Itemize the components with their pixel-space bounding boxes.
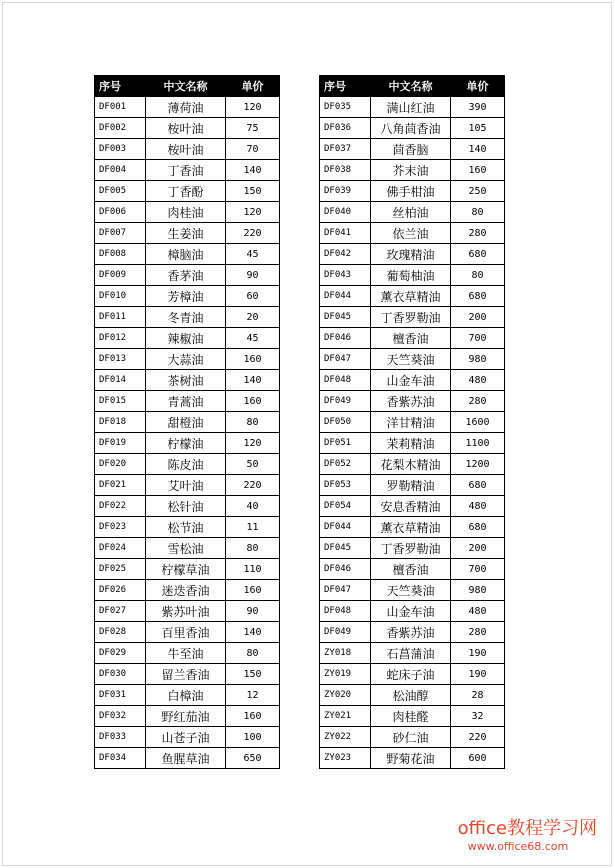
cell-code: DF014 — [95, 370, 146, 391]
cell-name: 辣椒油 — [146, 328, 226, 349]
cell-code: DF029 — [95, 643, 146, 664]
cell-name: 丁香油 — [146, 160, 226, 181]
cell-price: 150 — [226, 664, 280, 685]
cell-name: 砂仁油 — [371, 727, 451, 748]
cell-price: 70 — [226, 139, 280, 160]
cell-code: DF011 — [95, 307, 146, 328]
table-row — [320, 643, 505, 664]
table-row — [95, 349, 280, 370]
table-row — [95, 118, 280, 139]
cell-code: DF045 — [320, 538, 371, 559]
cell-name: 满山红油 — [371, 97, 451, 118]
table-row — [320, 517, 505, 538]
cell-price: 1200 — [451, 454, 505, 475]
cell-price: 280 — [451, 391, 505, 412]
cell-price: 140 — [226, 160, 280, 181]
cell-code: DF039 — [320, 181, 371, 202]
cell-code: DF054 — [320, 496, 371, 517]
cell-code: DF046 — [320, 328, 371, 349]
cell-price: 220 — [451, 727, 505, 748]
cell-price: 45 — [226, 244, 280, 265]
cell-code: ZY023 — [320, 748, 371, 769]
cell-name: 松针油 — [146, 496, 226, 517]
cell-price: 680 — [451, 286, 505, 307]
cell-code: DF040 — [320, 202, 371, 223]
cell-code: DF053 — [320, 475, 371, 496]
watermark-title: office教程学习网 — [457, 818, 597, 839]
table-row — [320, 433, 505, 454]
table-row — [320, 223, 505, 244]
cell-price: 280 — [451, 223, 505, 244]
cell-name: 桉叶油 — [146, 139, 226, 160]
table-row — [95, 370, 280, 391]
cell-price: 480 — [451, 370, 505, 391]
cell-price: 200 — [451, 307, 505, 328]
cell-code: DF012 — [95, 328, 146, 349]
cell-name: 百里香油 — [146, 622, 226, 643]
table-row — [320, 160, 505, 181]
cell-code: DF023 — [95, 517, 146, 538]
cell-name: 蛇床子油 — [371, 664, 451, 685]
table-row — [320, 475, 505, 496]
cell-code: DF005 — [95, 181, 146, 202]
cell-code: DF034 — [95, 748, 146, 769]
cell-code: DF051 — [320, 433, 371, 454]
cell-code: DF045 — [320, 307, 371, 328]
table-header-row — [320, 76, 505, 97]
cell-name: 松节油 — [146, 517, 226, 538]
cell-name: 芥末油 — [371, 160, 451, 181]
table-row — [95, 538, 280, 559]
cell-name: 柠檬草油 — [146, 559, 226, 580]
table-row — [95, 706, 280, 727]
table-row — [95, 601, 280, 622]
cell-price: 50 — [226, 454, 280, 475]
cell-price: 220 — [226, 223, 280, 244]
cell-name: 野红茄油 — [146, 706, 226, 727]
cell-price: 110 — [226, 559, 280, 580]
table-row — [320, 559, 505, 580]
cell-name: 牛至油 — [146, 643, 226, 664]
cell-code: DF024 — [95, 538, 146, 559]
cell-code: DF006 — [95, 202, 146, 223]
table-row — [95, 391, 280, 412]
cell-price: 680 — [451, 244, 505, 265]
cell-name: 山苍子油 — [146, 727, 226, 748]
cell-name: 罗勒精油 — [371, 475, 451, 496]
cell-price: 140 — [226, 370, 280, 391]
table-row — [320, 496, 505, 517]
cell-price: 150 — [226, 181, 280, 202]
cell-code: DF046 — [320, 559, 371, 580]
header-code: 序号 — [95, 76, 146, 97]
cell-price: 650 — [226, 748, 280, 769]
cell-code: DF003 — [95, 139, 146, 160]
table-row — [95, 622, 280, 643]
table-row — [320, 748, 505, 769]
cell-code: DF028 — [95, 622, 146, 643]
table-row — [95, 286, 280, 307]
cell-code: DF048 — [320, 601, 371, 622]
cell-code: DF047 — [320, 349, 371, 370]
cell-price: 75 — [226, 118, 280, 139]
table-row — [95, 412, 280, 433]
cell-code: DF026 — [95, 580, 146, 601]
cell-code: DF031 — [95, 685, 146, 706]
cell-name: 肉桂油 — [146, 202, 226, 223]
cell-name: 松油醇 — [371, 685, 451, 706]
cell-name: 石菖蒲油 — [371, 643, 451, 664]
table-row — [95, 664, 280, 685]
cell-code: DF013 — [95, 349, 146, 370]
header-code: 序号 — [320, 76, 371, 97]
cell-price: 280 — [451, 622, 505, 643]
cell-code: DF035 — [320, 97, 371, 118]
cell-name: 丁香罗勒油 — [371, 538, 451, 559]
cell-price: 120 — [226, 202, 280, 223]
table-row — [320, 538, 505, 559]
cell-code: DF010 — [95, 286, 146, 307]
table-body-right — [320, 97, 505, 769]
header-price: 单价 — [451, 76, 505, 97]
cell-code: ZY020 — [320, 685, 371, 706]
table-row — [95, 328, 280, 349]
cell-price: 700 — [451, 328, 505, 349]
table-row — [95, 433, 280, 454]
cell-code: ZY019 — [320, 664, 371, 685]
cell-name: 冬青油 — [146, 307, 226, 328]
cell-price: 32 — [451, 706, 505, 727]
cell-code: DF001 — [95, 97, 146, 118]
cell-name: 山金车油 — [371, 601, 451, 622]
header-price: 单价 — [226, 76, 280, 97]
cell-name: 茶树油 — [146, 370, 226, 391]
cell-code: DF036 — [320, 118, 371, 139]
cell-price: 140 — [451, 139, 505, 160]
cell-name: 花梨木精油 — [371, 454, 451, 475]
cell-code: DF041 — [320, 223, 371, 244]
cell-name: 鱼腥草油 — [146, 748, 226, 769]
table-row — [320, 202, 505, 223]
table-row — [95, 475, 280, 496]
table-row — [320, 118, 505, 139]
cell-price: 700 — [451, 559, 505, 580]
cell-code: ZY018 — [320, 643, 371, 664]
cell-name: 丁香酚 — [146, 181, 226, 202]
cell-price: 480 — [451, 496, 505, 517]
table-header-row — [95, 76, 280, 97]
cell-code: DF009 — [95, 265, 146, 286]
cell-code: DF048 — [320, 370, 371, 391]
cell-name: 洋甘精油 — [371, 412, 451, 433]
watermark-url: www.office68.com — [467, 840, 569, 853]
table-row — [95, 517, 280, 538]
table-row — [320, 181, 505, 202]
cell-price: 220 — [226, 475, 280, 496]
cell-code: DF030 — [95, 664, 146, 685]
cell-name: 香茅油 — [146, 265, 226, 286]
table-row — [95, 643, 280, 664]
cell-code: DF033 — [95, 727, 146, 748]
cell-name: 樟脑油 — [146, 244, 226, 265]
table-row — [95, 559, 280, 580]
cell-price: 600 — [451, 748, 505, 769]
cell-name: 大蒜油 — [146, 349, 226, 370]
table-row — [320, 286, 505, 307]
cell-price: 160 — [451, 160, 505, 181]
cell-name: 茉莉精油 — [371, 433, 451, 454]
table-row — [320, 265, 505, 286]
cell-price: 40 — [226, 496, 280, 517]
cell-price: 680 — [451, 517, 505, 538]
cell-price: 60 — [226, 286, 280, 307]
cell-name: 香紫苏油 — [371, 622, 451, 643]
cell-name: 芳樟油 — [146, 286, 226, 307]
cell-code: DF007 — [95, 223, 146, 244]
table-body-left — [95, 97, 280, 769]
cell-name: 甜橙油 — [146, 412, 226, 433]
cell-name: 葡萄柚油 — [371, 265, 451, 286]
price-table-left — [94, 75, 280, 769]
cell-code: DF025 — [95, 559, 146, 580]
cell-name: 薰衣草精油 — [371, 286, 451, 307]
cell-price: 80 — [451, 202, 505, 223]
cell-price: 28 — [451, 685, 505, 706]
cell-price: 120 — [226, 97, 280, 118]
table-row — [95, 97, 280, 118]
cell-name: 白樟油 — [146, 685, 226, 706]
table-row — [320, 307, 505, 328]
cell-code: DF019 — [95, 433, 146, 454]
table-row — [320, 622, 505, 643]
cell-code: DF018 — [95, 412, 146, 433]
cell-code: DF020 — [95, 454, 146, 475]
table-row — [320, 370, 505, 391]
cell-name: 檀香油 — [371, 559, 451, 580]
cell-code: DF047 — [320, 580, 371, 601]
cell-code: DF043 — [320, 265, 371, 286]
cell-name: 佛手柑油 — [371, 181, 451, 202]
cell-code: DF038 — [320, 160, 371, 181]
cell-price: 160 — [226, 391, 280, 412]
cell-code: DF044 — [320, 517, 371, 538]
table-row — [95, 265, 280, 286]
cell-price: 1600 — [451, 412, 505, 433]
cell-price: 80 — [226, 412, 280, 433]
cell-price: 160 — [226, 349, 280, 370]
cell-price: 12 — [226, 685, 280, 706]
table-row — [95, 139, 280, 160]
cell-name: 茴香脑 — [371, 139, 451, 160]
table-row — [320, 412, 505, 433]
table-row — [320, 601, 505, 622]
cell-code: DF022 — [95, 496, 146, 517]
cell-name: 丝柏油 — [371, 202, 451, 223]
cell-price: 11 — [226, 517, 280, 538]
cell-price: 100 — [226, 727, 280, 748]
cell-name: 天竺葵油 — [371, 580, 451, 601]
cell-code: DF015 — [95, 391, 146, 412]
cell-name: 八角茴香油 — [371, 118, 451, 139]
cell-name: 薰衣草精油 — [371, 517, 451, 538]
cell-code: ZY021 — [320, 706, 371, 727]
table-row — [320, 685, 505, 706]
cell-name: 青蒿油 — [146, 391, 226, 412]
cell-code: DF032 — [95, 706, 146, 727]
table-row — [95, 181, 280, 202]
table-row — [95, 685, 280, 706]
table-row — [95, 307, 280, 328]
cell-name: 紫苏叶油 — [146, 601, 226, 622]
cell-price: 80 — [451, 265, 505, 286]
watermark — [458, 818, 597, 854]
cell-name: 迷迭香油 — [146, 580, 226, 601]
cell-name: 艾叶油 — [146, 475, 226, 496]
cell-price: 140 — [226, 622, 280, 643]
cell-code: DF027 — [95, 601, 146, 622]
cell-code: DF049 — [320, 391, 371, 412]
header-name: 中文名称 — [371, 76, 451, 97]
table-row — [320, 454, 505, 475]
table-row — [95, 496, 280, 517]
cell-price: 1100 — [451, 433, 505, 454]
cell-price: 80 — [226, 643, 280, 664]
cell-code: DF049 — [320, 622, 371, 643]
cell-code: DF044 — [320, 286, 371, 307]
cell-price: 90 — [226, 265, 280, 286]
cell-name: 依兰油 — [371, 223, 451, 244]
cell-price: 20 — [226, 307, 280, 328]
cell-price: 480 — [451, 601, 505, 622]
cell-name: 野菊花油 — [371, 748, 451, 769]
cell-price: 190 — [451, 643, 505, 664]
cell-name: 陈皮油 — [146, 454, 226, 475]
table-row — [320, 97, 505, 118]
table-row — [95, 202, 280, 223]
cell-name: 桉叶油 — [146, 118, 226, 139]
table-row — [95, 244, 280, 265]
cell-name: 天竺葵油 — [371, 349, 451, 370]
table-row — [95, 454, 280, 475]
cell-price: 120 — [226, 433, 280, 454]
table-row — [320, 244, 505, 265]
table-row — [95, 727, 280, 748]
cell-name: 肉桂醛 — [371, 706, 451, 727]
cell-name: 留兰香油 — [146, 664, 226, 685]
cell-code: DF002 — [95, 118, 146, 139]
cell-name: 柠檬油 — [146, 433, 226, 454]
table-row — [320, 328, 505, 349]
cell-code: DF050 — [320, 412, 371, 433]
cell-price: 680 — [451, 475, 505, 496]
cell-name: 生姜油 — [146, 223, 226, 244]
table-row — [320, 139, 505, 160]
cell-price: 980 — [451, 580, 505, 601]
table-row — [320, 706, 505, 727]
cell-name: 香紫苏油 — [371, 391, 451, 412]
cell-price: 90 — [226, 601, 280, 622]
cell-price: 390 — [451, 97, 505, 118]
cell-price: 250 — [451, 181, 505, 202]
table-row — [95, 748, 280, 769]
cell-name: 薄荷油 — [146, 97, 226, 118]
cell-name: 玫瑰精油 — [371, 244, 451, 265]
cell-name: 安息香精油 — [371, 496, 451, 517]
table-row — [320, 391, 505, 412]
cell-code: DF037 — [320, 139, 371, 160]
cell-code: DF052 — [320, 454, 371, 475]
cell-price: 160 — [226, 706, 280, 727]
table-row — [320, 727, 505, 748]
cell-name: 山金车油 — [371, 370, 451, 391]
cell-price: 160 — [226, 580, 280, 601]
table-row — [95, 160, 280, 181]
table-row — [320, 349, 505, 370]
header-name: 中文名称 — [146, 76, 226, 97]
cell-price: 190 — [451, 664, 505, 685]
cell-price: 105 — [451, 118, 505, 139]
cell-price: 80 — [226, 538, 280, 559]
cell-name: 雪松油 — [146, 538, 226, 559]
table-row — [320, 664, 505, 685]
cell-name: 檀香油 — [371, 328, 451, 349]
table-row — [95, 580, 280, 601]
price-table-right — [319, 75, 505, 769]
cell-code: DF042 — [320, 244, 371, 265]
table-row — [320, 580, 505, 601]
cell-code: ZY022 — [320, 727, 371, 748]
cell-code: DF008 — [95, 244, 146, 265]
cell-price: 200 — [451, 538, 505, 559]
cell-price: 980 — [451, 349, 505, 370]
cell-price: 45 — [226, 328, 280, 349]
table-row — [95, 223, 280, 244]
cell-code: DF021 — [95, 475, 146, 496]
cell-code: DF004 — [95, 160, 146, 181]
cell-name: 丁香罗勒油 — [371, 307, 451, 328]
